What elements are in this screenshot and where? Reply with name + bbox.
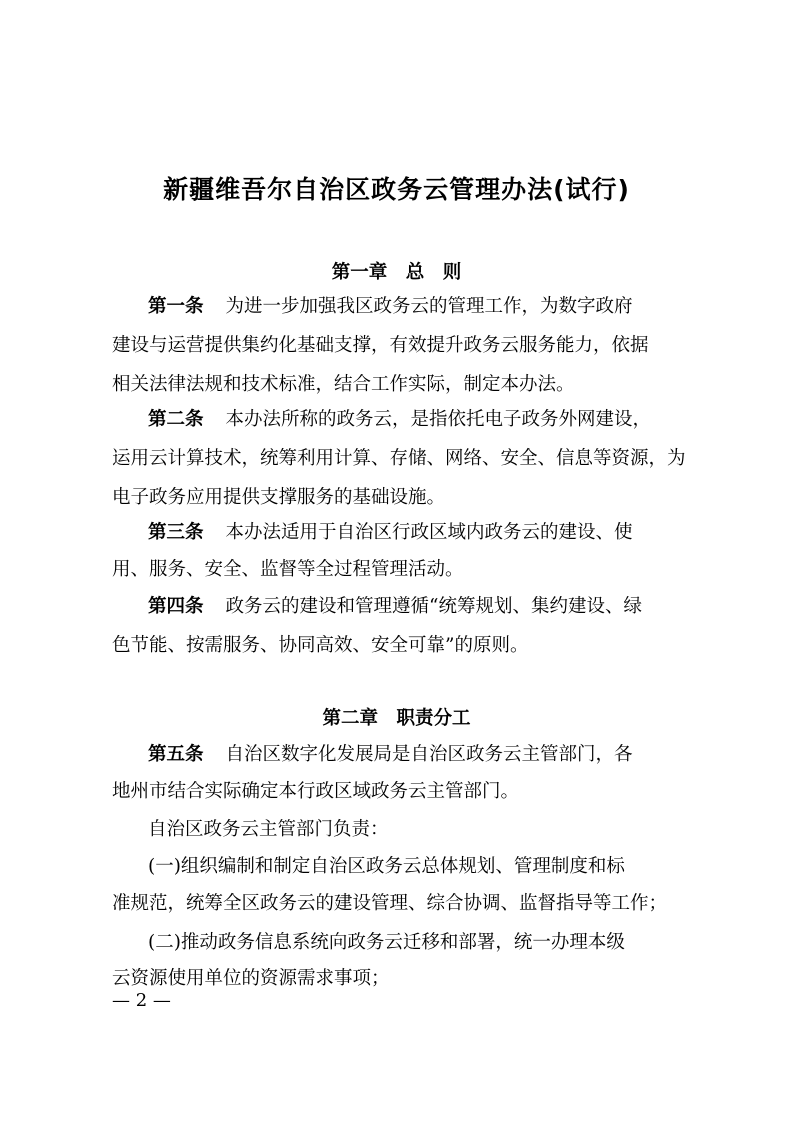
article-4-line-1 [148, 592, 692, 618]
item-1-line-2: 准规范，统筹全区政务云的建设管理、综合协调、监督指导等工作； [112, 893, 668, 914]
article-5-text-1: 自治区数字化发展局是自治区政务云主管部门，各 [225, 744, 633, 765]
article-3-number: 第三条 [148, 522, 204, 543]
item-1-line-1: (一)组织编制和制定自治区政务云总体规划、管理制度和标 [148, 856, 625, 877]
article-1-line-1 [148, 292, 692, 318]
article-2-line-2: 运用云计算技术，统筹利用计算、存储、网络、安全、信息等资源，为 [112, 448, 686, 469]
article-3-line-2: 用、服务、安全、监督等全过程管理活动。 [112, 559, 464, 580]
article-4-text-1: 政务云的建设和管理遵循“统筹规划、集约建设、绿 [225, 596, 642, 617]
article-1-number: 第一条 [148, 296, 204, 317]
chapter-1-heading: 第一章 总 则 [331, 262, 462, 283]
document-title: 新疆维吾尔自治区政务云管理办法(试行) [163, 175, 630, 204]
item-2-line-2: 云资源使用单位的资源需求事项； [112, 968, 390, 989]
article-5-line-1 [148, 740, 692, 766]
article-2-text-1: 本办法所称的政务云，是指依托电子政务外网建设， [225, 409, 652, 430]
article-4-line-2: 色节能、按需服务、协同高效、安全可靠”的原则。 [112, 635, 529, 656]
page-number: — 2 — [112, 990, 171, 1011]
article-2-line-1 [148, 405, 692, 431]
item-2-line-1: (二)推动政务信息系统向政务云迁移和部署，统一办理本级 [148, 932, 625, 953]
chapter-2-heading: 第二章 职责分工 [322, 708, 471, 729]
article-1-line-2: 建设与运营提供集约化基础支撑，有效提升政务云服务能力，依据 [112, 335, 649, 356]
article-2-number: 第二条 [148, 409, 204, 430]
article-1-line-3: 相关法律法规和技术标准，结合工作实际，制定本办法。 [112, 374, 575, 395]
article-5-number: 第五条 [148, 744, 204, 765]
article-3-line-1 [148, 518, 692, 544]
article-4-number: 第四条 [148, 596, 204, 617]
duty-intro: 自治区政务云主管部门负责： [148, 819, 389, 840]
article-3-text-1: 本办法适用于自治区行政区域内政务云的建设、使 [225, 522, 633, 543]
article-1-text-1: 为进一步加强我区政务云的管理工作，为数字政府 [225, 296, 633, 317]
article-2-line-3: 电子政务应用提供支撑服务的基础设施。 [112, 487, 446, 508]
article-5-line-2: 地州市结合实际确定本行政区域政务云主管部门。 [112, 781, 520, 802]
